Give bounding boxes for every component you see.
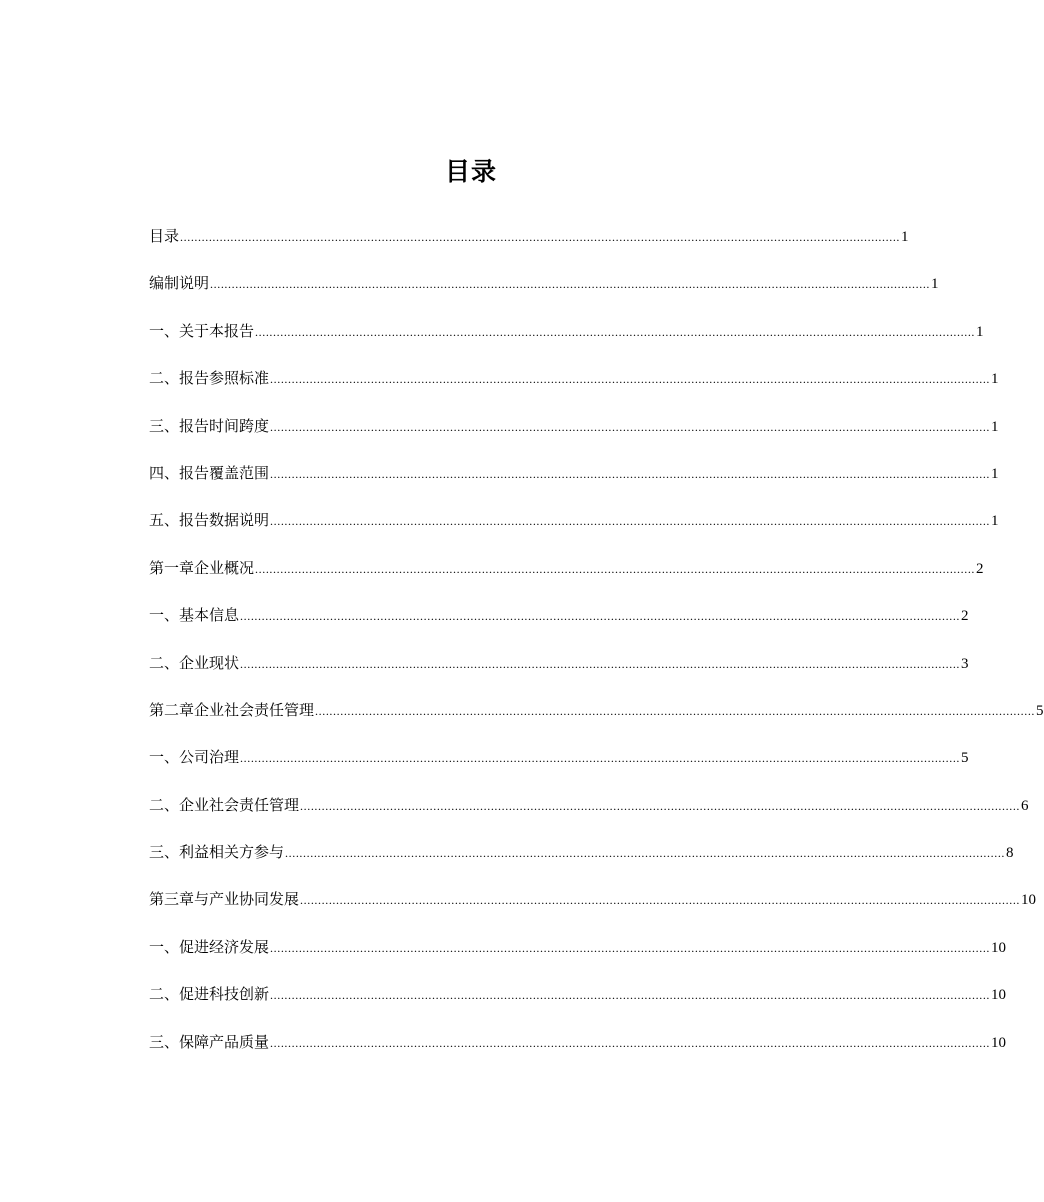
toc-entry-page-number: 2 (976, 560, 984, 577)
toc-dot-leader: ........................................................................................................................................................................................................ (240, 656, 961, 671)
toc-dot-leader: ........................................................................................................................................................................................................ (270, 372, 991, 387)
toc-entry-page-number: 1 (991, 465, 999, 482)
toc-entry-label: 三、报告时间跨度 (149, 416, 270, 435)
toc-entry-17[interactable] (149, 1028, 1007, 1075)
toc-entry-page-number: 1 (991, 371, 999, 388)
toc-entry-label: 二、促进科技创新 (149, 985, 270, 1004)
toc-dot-leader: ........................................................................................................................................................................................................ (255, 561, 976, 576)
page-title: 目录 (444, 157, 497, 186)
toc-entry-11[interactable] (149, 743, 969, 790)
toc-entry-label: 一、关于本报告 (149, 321, 255, 340)
toc-entry-label: 一、基本信息 (149, 606, 240, 625)
toc-entry-14[interactable] (149, 885, 1037, 932)
toc-entry-label: 三、保障产品质量 (149, 1032, 270, 1051)
toc-dot-leader: ........................................................................................................................................................................................................ (270, 419, 991, 434)
toc-entry-page-number: 6 (1021, 797, 1029, 814)
toc-dot-leader: ........................................................................................................................................................................................................ (180, 230, 901, 244)
toc-entry-label: 三、利益相关方参与 (149, 843, 285, 862)
toc-dot-leader: ........................................................................................................................................................................................................ (270, 514, 991, 529)
toc-dot-leader: ........................................................................................................................................................................................................ (270, 988, 991, 1003)
toc-entry-13[interactable] (149, 838, 1014, 885)
toc-entry-16[interactable] (149, 980, 1007, 1027)
toc-entry-label: 目录 (149, 227, 180, 245)
toc-entry-page-number: 1 (931, 276, 939, 293)
toc-entry-label: 第三章与产业协同发展 (149, 890, 300, 909)
toc-entry-label: 二、企业社会责任管理 (149, 795, 300, 814)
toc-entry-page-number: 1 (991, 513, 999, 530)
toc-entry-label: 二、企业现状 (149, 653, 240, 672)
toc-entry-12[interactable] (149, 791, 1029, 838)
toc-entry-2[interactable] (149, 317, 984, 364)
toc-entry-4[interactable] (149, 412, 999, 459)
toc-dot-leader: ........................................................................................................................................................................................................ (315, 703, 1036, 718)
toc-entry-page-number: 1 (901, 229, 909, 245)
toc-entry-page-number: 5 (1036, 702, 1044, 719)
toc-entry-7[interactable] (149, 554, 984, 601)
toc-dot-leader: ........................................................................................................................................................................................................ (300, 893, 1021, 908)
toc-entry-label: 第一章企业概况 (149, 558, 255, 577)
toc-entry-page-number: 10 (991, 939, 1007, 956)
toc-entry-page-number: 1 (976, 323, 984, 340)
toc-entry-page-number: 1 (991, 418, 999, 435)
toc-dot-leader: ........................................................................................................................................................................................................ (240, 609, 961, 624)
toc-entry-label: 四、报告覆盖范围 (149, 463, 270, 482)
toc-entry-label: 一、公司治理 (149, 748, 240, 767)
toc-entry-label: 第二章企业社会责任管理 (149, 700, 315, 719)
toc-dot-leader: ........................................................................................................................................................................................................ (285, 846, 1006, 861)
toc-entry-page-number: 3 (961, 655, 969, 672)
toc-entry-1[interactable] (149, 269, 939, 316)
toc-entry-page-number: 8 (1006, 845, 1014, 862)
toc-dot-leader: ........................................................................................................................................................................................................ (270, 940, 991, 955)
toc-entry-9[interactable] (149, 649, 969, 696)
toc-entry-5[interactable] (149, 459, 999, 506)
toc-entry-page-number: 10 (991, 1034, 1007, 1051)
toc-dot-leader: ........................................................................................................................................................................................................ (300, 798, 1021, 813)
toc-entry-label: 编制说明 (149, 274, 210, 293)
toc-dot-leader: ........................................................................................................................................................................................................ (210, 277, 931, 292)
toc-dot-leader: ........................................................................................................................................................................................................ (270, 466, 991, 481)
toc-entry-page-number: 10 (1021, 892, 1037, 909)
toc-entry-8[interactable] (149, 601, 969, 648)
toc-entry-page-number: 2 (961, 608, 969, 625)
table-of-contents (149, 222, 1044, 1075)
toc-entry-10[interactable] (149, 696, 1044, 743)
toc-dot-leader: ........................................................................................................................................................................................................ (270, 1035, 991, 1050)
toc-entry-3[interactable] (149, 364, 999, 411)
toc-dot-leader: ........................................................................................................................................................................................................ (240, 751, 961, 766)
toc-entry-6[interactable] (149, 506, 999, 553)
toc-entry-label: 一、促进经济发展 (149, 937, 270, 956)
toc-entry-0[interactable] (149, 222, 909, 269)
toc-entry-page-number: 5 (961, 750, 969, 767)
toc-entry-label: 五、报告数据说明 (149, 511, 270, 530)
toc-dot-leader: ........................................................................................................................................................................................................ (255, 324, 976, 339)
toc-entry-label: 二、报告参照标准 (149, 369, 270, 388)
toc-entry-15[interactable] (149, 933, 1007, 980)
toc-entry-page-number: 10 (991, 987, 1007, 1004)
